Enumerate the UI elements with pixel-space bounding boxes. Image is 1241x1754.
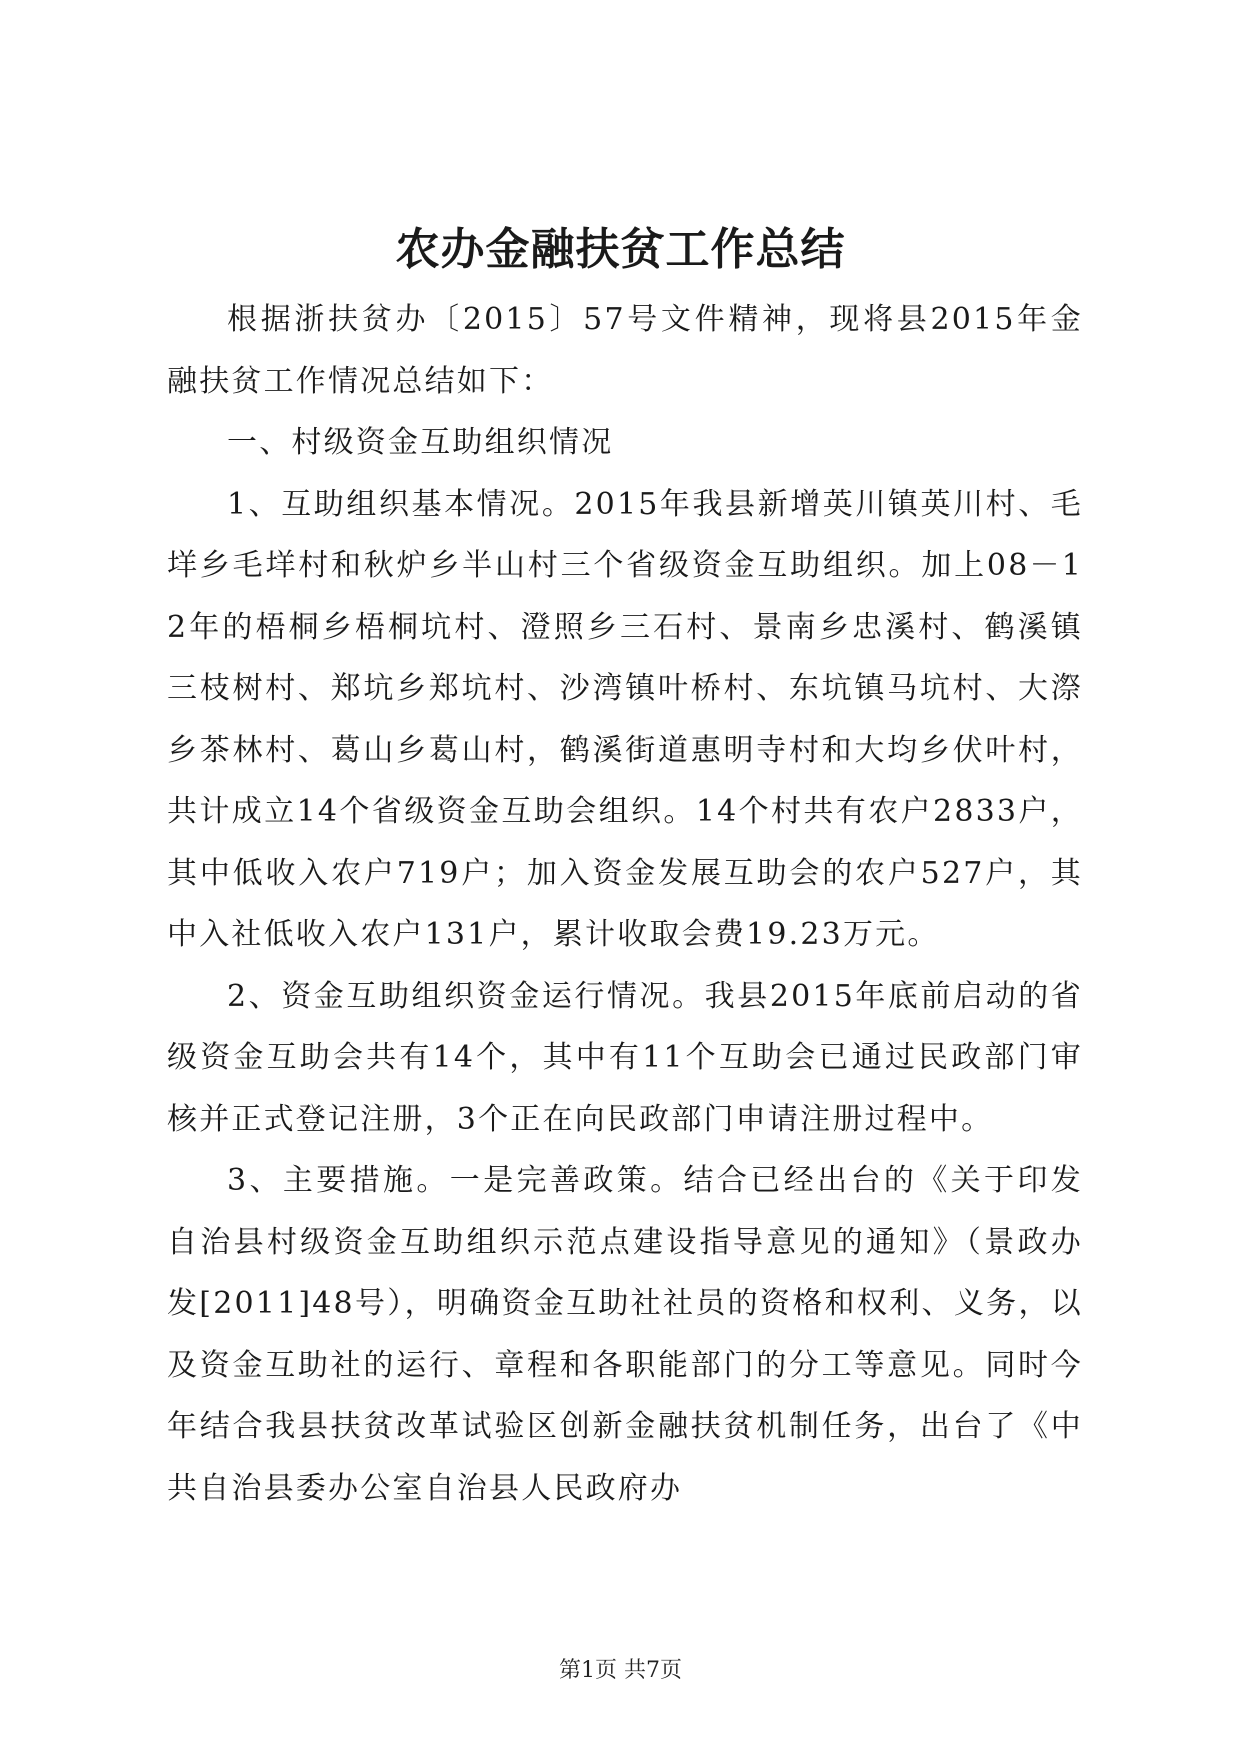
paragraph-fund-operation: 2、资金互助组织资金运行情况。我县2015年底前启动的省级资金互助会共有14个，其中有11个互助会已通过民政部门审核并正式登记注册，3个正在向民政部门申请注册过程中。 <box>167 978 1083 1137</box>
paragraph-basic-info: 1、互助组织基本情况。2015年我县新增英川镇英川村、毛垟乡毛垟村和秋炉乡半山村三个省级资金互助组织。加上08－12年的梧桐乡梧桐坑村、澄照乡三石村、景南乡忠溪村、鹤溪镇三枝树村、郑坑乡郑坑村、沙湾镇叶桥村、东坑镇马坑村、大漈乡茶林村、葛山乡葛山村，鹤溪街道惠明寺村和大均乡伏叶村，共计成立14个省级资金互助会组织。14个村共有农户2833户，其中低收入农户719户；加入资金发展互助会的农户527户，其中入社低收入农户131户，累计收取会费19.23万元。 <box>167 486 1083 952</box>
document-body <box>167 289 1083 1519</box>
page-footer <box>0 1656 1241 1686</box>
page-number: 第1页 共7页 <box>559 1658 682 1683</box>
document-title: 农办金融扶贫工作总结 <box>395 224 846 275</box>
section-heading-1: 一、村级资金互助组织情况 <box>227 425 614 460</box>
paragraph-main-measures: 3、主要措施。一是完善政策。结合已经出台的《关于印发自治县村级资金互助组织示范点建设指导意见的通知》（景政办发[2011]48号），明确资金互助社社员的资格和权利、义务，以及资金互助社的运行、章程和各职能部门的分工等意见。同时今年结合我县扶贫改革试验区创新金融扶贫机制任务，出台了《中共自治县委办公室自治县人民政府办 <box>167 1163 1083 1506</box>
paragraph-intro: 根据浙扶贫办〔2015〕57号文件精神，现将县2015年金融扶贫工作情况总结如下： <box>167 302 1083 399</box>
